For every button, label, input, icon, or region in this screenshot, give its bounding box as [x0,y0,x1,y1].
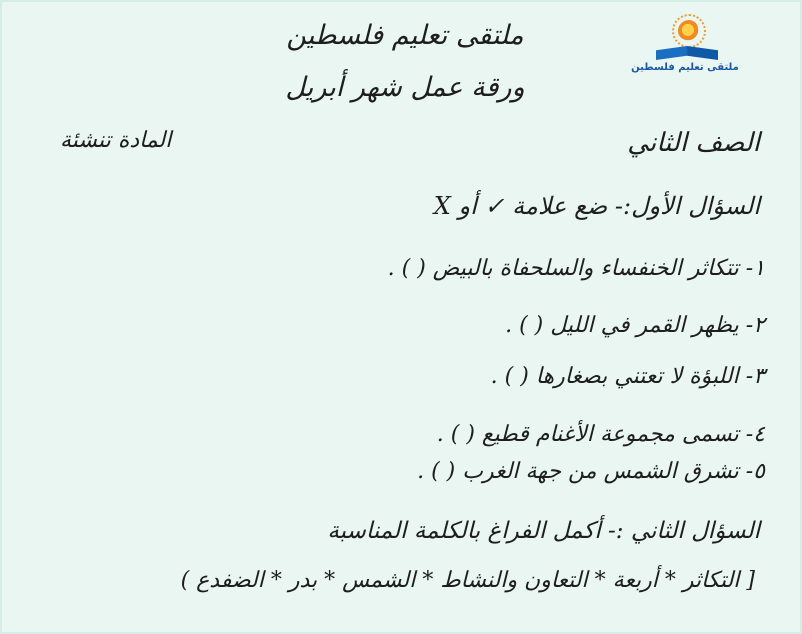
question-1-item-4: ٤- تسمى مجموعة الأغنام قطيع ( ) . [436,422,765,447]
site-logo [630,12,740,74]
question-2-heading: السؤال الثاني :- أكمل الفراغ بالكلمة المناسبة [327,518,760,544]
subject-label: المادة تنشئة [60,128,172,153]
question-1-item-5: ٥- تشرق الشمس من جهة الغرب ( ) . [417,459,765,484]
page-title: ملتقى تعليم فلسطين [286,20,524,51]
question-1-heading: السؤال الأول:- ضع علامة ✓ أو X [433,192,760,220]
grade-label: الصف الثاني [627,128,760,158]
word-bank: [ التكاثر * أربعة * التعاون والنشاط * الشمس * بدر * الضفدع ) [180,568,755,593]
logo-caption: ملتقى تعليم فلسطين [631,62,739,73]
worksheet-subtitle: ورقة عمل شهر أبريل [285,72,525,103]
question-1-item-3: ٣- اللبؤة لا تعتني بصغارها ( ) . [490,364,765,389]
sun-icon [678,20,700,42]
open-book-icon [656,46,718,60]
question-1-item-1: ١- تتكاثر الخنفساء والسلحفاة بالبيض ( ) . [387,256,765,281]
question-1-item-2: ٢- يظهر القمر في الليل ( ) . [505,313,765,338]
